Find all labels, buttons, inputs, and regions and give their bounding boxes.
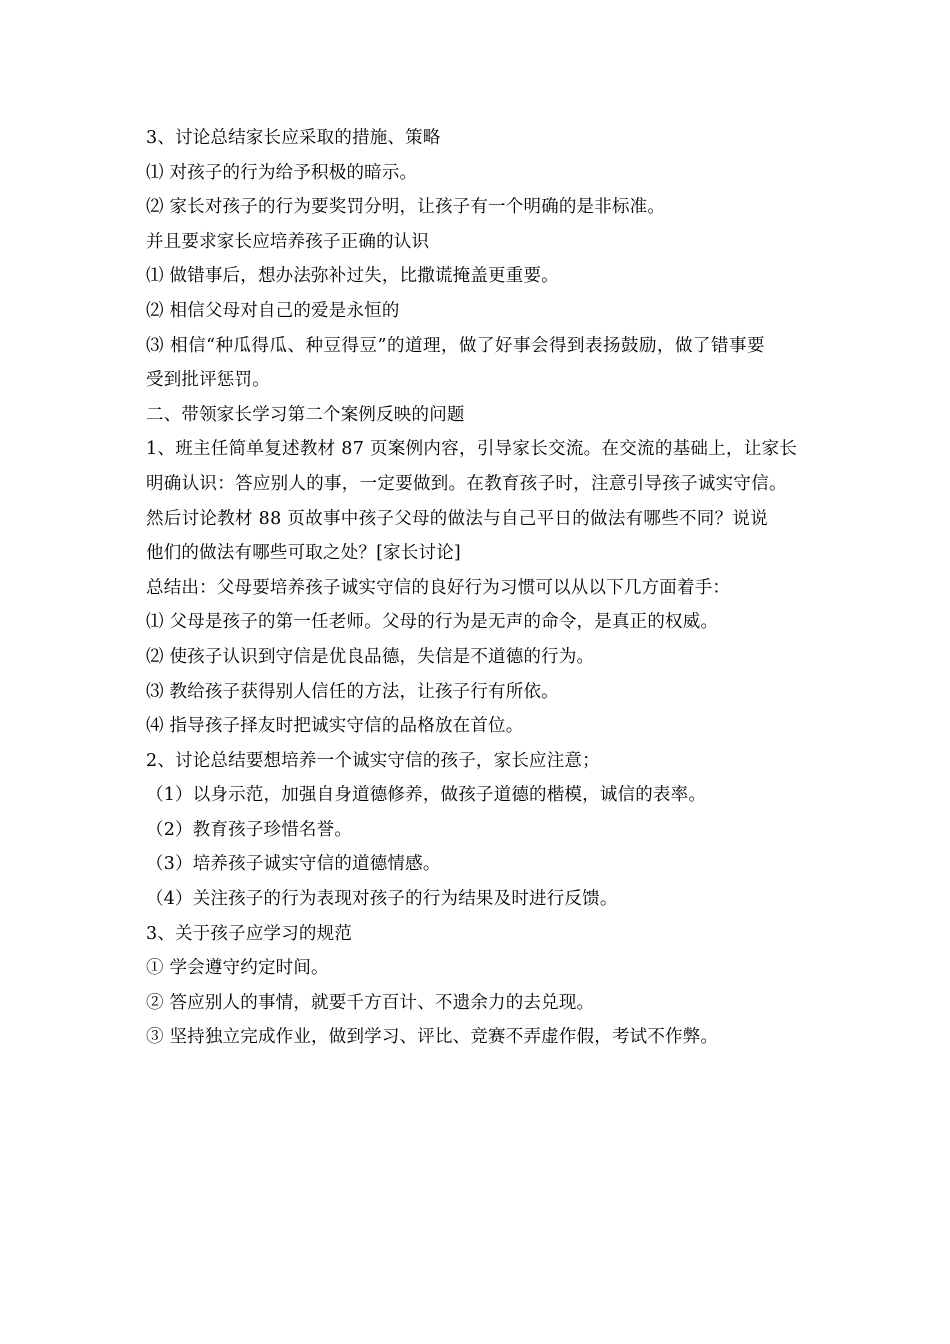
paragraph-line: 明确认识：答应别人的事，一定要做到。在教育孩子时，注意引导孩子诚实守信。 <box>146 473 787 494</box>
list-item: ⑵ 家长对孩子的行为要奖罚分明，让孩子有一个明确的是非标准。 <box>146 197 666 218</box>
list-item: ③ 坚持独立完成作业，做到学习、评比、竞赛不弄虚作假，考试不作弊。 <box>146 1027 719 1048</box>
paragraph-line: 并且要求家长应培养孩子正确的认识 <box>146 231 430 252</box>
paragraph-line: 受到批评惩罚。 <box>146 370 270 391</box>
section-heading: 3、关于孩子应学习的规范 <box>146 923 353 944</box>
list-item: ⑶ 教给孩子获得别人信任的方法，让孩子行有所依。 <box>146 681 559 702</box>
list-item: ① 学会遵守约定时间。 <box>146 958 329 979</box>
list-item: ② 答应别人的事情，就要千方百计、不遗余力的去兑现。 <box>146 992 595 1013</box>
list-item: ⑴ 对孩子的行为给予积极的暗示。 <box>146 162 418 183</box>
list-item: ⑶ 相信“种瓜得瓜、种豆得豆”的道理，做了好事会得到表扬鼓励，做了错事要 <box>146 335 765 356</box>
list-item: （2）教育孩子珍惜名誉。 <box>146 819 353 840</box>
document-body <box>146 121 816 1055</box>
section-heading: 2、讨论总结要想培养一个诚实守信的孩子，家长应注意； <box>146 750 600 771</box>
paragraph-line: 然后讨论教材 88 页故事中孩子父母的做法与自己平日的做法有哪些不同？说说 <box>146 508 768 529</box>
section-heading: 3、讨论总结家长应采取的措施、策略 <box>146 128 441 148</box>
paragraph-line: 总结出：父母要培养孩子诚实守信的良好行为习惯可以从以下几方面着手： <box>146 577 731 598</box>
paragraph-line: 1、班主任简单复述教材 87 页案例内容，引导家长交流。在交流的基础上，让家长 <box>146 439 798 460</box>
list-item: （4）关注孩子的行为表现对孩子的行为结果及时进行反馈。 <box>146 889 618 910</box>
section-heading: 二、带领家长学习第二个案例反映的问题 <box>146 404 465 425</box>
list-item: ⑴ 父母是孩子的第一任老师。父母的行为是无声的命令，是真正的权威。 <box>146 612 719 633</box>
list-item: ⑵ 相信父母对自己的爱是永恒的 <box>146 300 400 321</box>
list-item: ⑴ 做错事后，想办法弥补过失，比撒谎掩盖更重要。 <box>146 266 559 287</box>
list-item: （1）以身示范，加强自身道德修养，做孩子道德的楷模，诚信的表率。 <box>146 785 707 806</box>
paragraph-line: 他们的做法有哪些可取之处？[家长讨论] <box>146 543 461 564</box>
list-item: ⑵ 使孩子认识到守信是优良品德，失信是不道德的行为。 <box>146 646 595 667</box>
list-item: （3）培养孩子诚实守信的道德情感。 <box>146 854 441 875</box>
list-item: ⑷ 指导孩子择友时把诚实守信的品格放在首位。 <box>146 716 524 737</box>
